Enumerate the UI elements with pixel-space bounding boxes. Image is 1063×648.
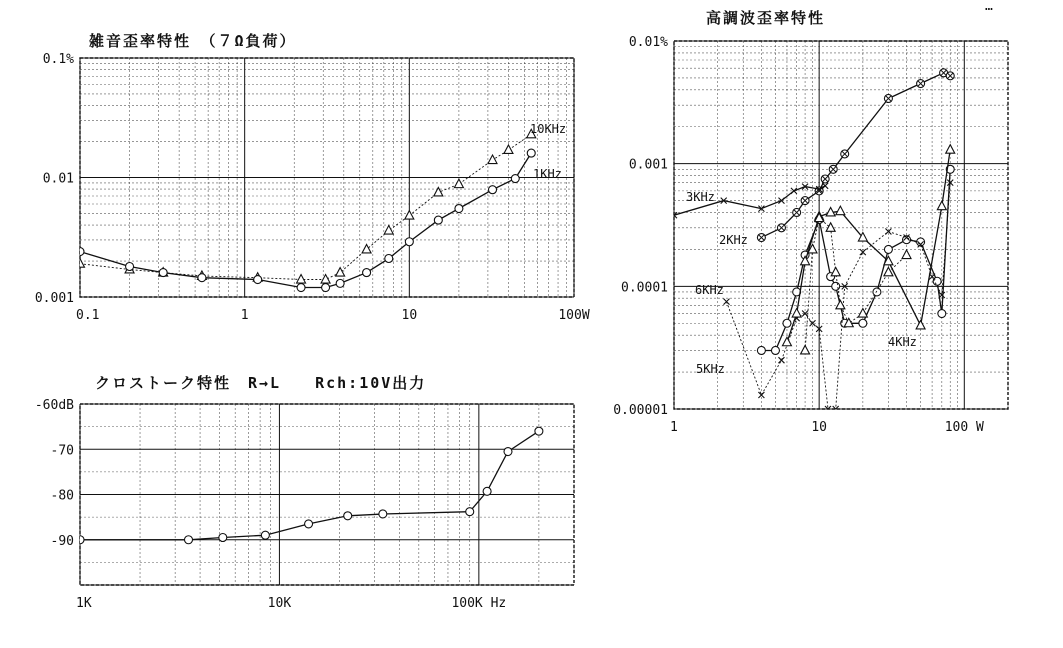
- noise-series-1khz-point: [511, 175, 519, 183]
- crosstalk-series-0-point: [483, 487, 491, 495]
- harmonic-series-6khz-point: [778, 357, 784, 363]
- noise-series-10khz-point: [504, 145, 513, 154]
- harmonic-series-6khz-line: [727, 183, 951, 458]
- harmonic-xtick-label: 10: [811, 420, 827, 435]
- crosstalk-series-0-point: [305, 520, 313, 528]
- noise-series-10khz-point: [362, 244, 371, 253]
- noise-chart-title: 雑音歪率特性 （７Ω負荷）: [89, 32, 297, 50]
- crosstalk-ytick-label: -80: [50, 488, 74, 504]
- harmonic-series-5khz-point: [902, 250, 911, 258]
- harmonic-series-2khz-point: [884, 245, 892, 253]
- harmonic-ytick-label: 0.01%: [628, 35, 668, 50]
- noise-series-1khz-point: [297, 284, 305, 292]
- noise-series-10khz-point: [297, 275, 306, 284]
- harmonic-series-2khz-point: [859, 319, 867, 327]
- crosstalk-series-0-point: [219, 533, 227, 541]
- crosstalk-series-0-point: [76, 536, 84, 544]
- noise-series-1khz-point: [405, 238, 413, 246]
- harmonic-ytick-label: 0.001: [628, 157, 668, 173]
- harmonic-5khz-label: 5KHz: [696, 362, 725, 376]
- noise-series-10khz-line: [80, 134, 531, 279]
- harmonic-series-3khz-point: [822, 183, 828, 189]
- crosstalk-series-0-point: [466, 508, 474, 516]
- harmonic-series-main-line: [761, 73, 950, 238]
- noise-xtick-label: 1: [240, 308, 249, 323]
- crosstalk-xtick-label: 100K Hz: [451, 596, 507, 611]
- noise-series-10khz-point: [384, 226, 393, 235]
- noise-series-10khz-point: [405, 211, 414, 220]
- harmonic-6khz-label: 6KHz: [695, 283, 724, 297]
- noise-10khz-label: 10KHz: [530, 122, 567, 136]
- noise-series-1khz-point: [527, 149, 535, 157]
- harmonic-series-6khz-point: [828, 455, 834, 461]
- harmonic-series-4khz-point: [937, 201, 946, 210]
- crosstalk-ytick-label: -70: [50, 443, 74, 459]
- noise-series-1khz-point: [322, 284, 330, 292]
- harmonic-series-2khz-point: [757, 346, 765, 354]
- noise-1khz-label: 1KHz: [533, 167, 562, 181]
- harmonic-ytick-label: 0.0001: [621, 280, 668, 296]
- harmonic-ytick-label: 0.00001: [613, 403, 668, 418]
- crosstalk-series-0-point: [261, 531, 269, 539]
- noise-series-1khz-point: [489, 186, 497, 194]
- harmonic-series-4khz-point: [946, 145, 955, 154]
- harmonic-series-group: [671, 69, 955, 461]
- harmonic-xtick-label: 100 W: [944, 420, 984, 435]
- harmonic-xtick-label: 1: [670, 420, 678, 435]
- harmonic-series-2khz-point: [783, 319, 791, 327]
- noise-series-1khz-line: [80, 153, 531, 287]
- harmonic-3khz-label: 3KHz: [686, 190, 715, 204]
- noise-xtick-label: 0.1: [76, 308, 100, 323]
- noise-xtick-label: 100W: [558, 308, 590, 323]
- noise-xtick-label: 10: [401, 308, 418, 323]
- noise-series-1khz-point: [159, 269, 167, 277]
- noise-series-1khz-point: [254, 276, 262, 284]
- harmonic-series-5khz-point: [858, 309, 867, 318]
- noise-series-1khz-point: [336, 279, 344, 287]
- noise-series-10khz-point: [336, 268, 345, 277]
- crosstalk-chart-title: クロストーク特性 R→L Rch:10V出力: [95, 374, 427, 392]
- crosstalk-ytick-label: -60dB: [34, 398, 74, 413]
- harmonic-4khz-label: 4KHz: [888, 335, 917, 349]
- harmonic-series-2khz-point: [938, 310, 946, 318]
- noise-series-10khz-point: [454, 179, 463, 188]
- crosstalk-chart: [35, 398, 574, 611]
- harmonic-series-6khz-point: [724, 299, 730, 305]
- noise-series-1khz-point: [198, 274, 206, 282]
- noise-series-1khz-point: [126, 262, 134, 270]
- noise-series-10khz-point: [434, 187, 443, 196]
- noise-series-10khz-point: [321, 275, 330, 284]
- crosstalk-series-0-point: [535, 427, 543, 435]
- harmonic-distortion-chart: [613, 35, 1008, 461]
- noise-ytick-label: 0.01: [42, 171, 74, 187]
- noise-series-1khz-point: [455, 205, 463, 213]
- harmonic-series-4khz-point: [836, 206, 845, 215]
- harmonic-2khz-label: 2KHz: [719, 233, 748, 247]
- crosstalk-series-0-point: [344, 512, 352, 520]
- crosstalk-series-0-point: [504, 448, 512, 456]
- noise-distortion-chart: [35, 52, 590, 323]
- noise-ytick-label: 0.001: [34, 291, 74, 306]
- harmonic-chart-title: 高調波歪率特性: [706, 9, 826, 27]
- noise-series-1khz-point: [363, 269, 371, 277]
- noise-series-10khz-point: [488, 155, 497, 164]
- crosstalk-xtick-label: 1K: [76, 596, 92, 611]
- noise-series-group: [76, 129, 536, 291]
- crosstalk-series-0-point: [185, 536, 193, 544]
- noise-series-10khz-point: [76, 259, 85, 268]
- crosstalk-series-0-point: [379, 510, 387, 518]
- noise-series-1khz-point: [385, 254, 393, 262]
- crosstalk-xtick-label: 10K: [267, 596, 292, 611]
- harmonic-series-4khz-point: [782, 337, 791, 346]
- harmonic-series-5khz-point: [831, 267, 840, 276]
- harmonic-series-2khz-point: [771, 346, 779, 354]
- harmonic-series-5khz-point: [801, 345, 810, 354]
- harmonic-series-5khz-point: [826, 223, 835, 232]
- crosstalk-series-group: [76, 427, 543, 544]
- harmonic-series-2khz-point: [832, 282, 840, 290]
- harmonic-series-4khz-point: [916, 320, 925, 329]
- corner-mark: …: [985, 0, 993, 14]
- noise-ytick-label: 0.1%: [42, 52, 74, 67]
- noise-series-1khz-point: [76, 248, 84, 256]
- crosstalk-ytick-label: -90: [50, 533, 74, 549]
- noise-series-1khz-point: [434, 216, 442, 224]
- harmonic-series-4khz-point: [792, 309, 801, 318]
